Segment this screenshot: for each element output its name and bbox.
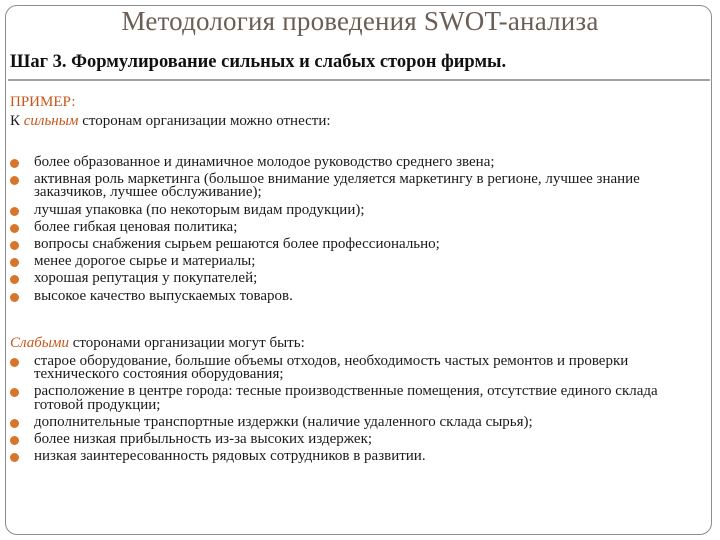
list-item-text: вопросы снабжения сырьем решаются более профессионально;: [34, 235, 440, 252]
strengths-intro-accent: сильным: [23, 113, 79, 129]
bullet-icon: [10, 258, 19, 267]
list-item-text: более низкая прибыльность из-за высоких издержек;: [34, 430, 373, 447]
list-item-text: активная роль маркетинга (большое внимание уделяется маркетингу в регионе, лучшее знание заказчиков, лучшее обслуживание);: [34, 171, 640, 201]
list-item-text: низкая заинтересованность рядовых сотрудников в развитии.: [34, 448, 426, 465]
list-item-text: расположение в центре города: тесные производственные помещения, отсутствие единого склада готовой продукции;: [34, 383, 658, 413]
strengths-intro: [10, 113, 331, 130]
strengths-list: [10, 156, 700, 307]
bullet-icon: [10, 453, 19, 462]
bullet-icon: [10, 207, 19, 216]
bullet-icon: [10, 176, 19, 185]
bullet-icon: [10, 419, 19, 428]
list-item: [10, 201, 700, 218]
list-item-text: менее дорогое сырье и материалы;: [34, 253, 256, 270]
list-item-text: высокое качество выпускаемых товаров.: [34, 287, 293, 304]
weaknesses-intro-accent: Слабыми: [10, 335, 70, 351]
list-item: [10, 385, 700, 411]
list-item-text: лучшая упаковка (по некоторым видам продукции);: [34, 201, 365, 218]
bullet-icon: [10, 293, 19, 302]
list-item: [10, 255, 700, 268]
list-item: [10, 413, 700, 430]
list-item: [10, 450, 700, 463]
list-item-text: более образованное и динамичное молодое руководство среднего звена;: [34, 154, 495, 170]
slide-title: Методология проведения SWOT-анализа: [121, 6, 599, 36]
step-heading: Шаг 3. Формулирование сильных и слабых сторон фирмы.: [10, 52, 507, 72]
bullet-icon: [10, 388, 19, 397]
bullet-icon: [10, 275, 19, 284]
divider: [8, 79, 710, 81]
strengths-intro-suffix: сторонам организации можно отнести:: [78, 113, 331, 129]
weaknesses-intro-suffix: сторонами организации могут быть:: [69, 335, 305, 351]
list-item-text: дополнительные транспортные издержки (наличие удаленного склада сырья);: [34, 413, 533, 430]
bullet-icon: [10, 358, 19, 367]
list-item-text: более гибкая ценовая политика;: [34, 218, 238, 235]
example-label: ПРИМЕР:: [10, 94, 76, 110]
list-item: [10, 156, 700, 169]
list-item: [10, 287, 700, 304]
bullet-icon: [10, 241, 19, 250]
bullet-icon: [10, 436, 19, 445]
list-item-text: хорошая репутация у покупателей;: [34, 270, 258, 287]
bullet-icon: [10, 159, 19, 168]
list-item: [10, 430, 700, 447]
list-item: [10, 272, 700, 285]
list-item-text: старое оборудование, большие объемы отходов, необходимость частых ремонтов и проверки технического состояния оборудования;: [34, 353, 629, 383]
bullet-icon: [10, 224, 19, 233]
strengths-intro-prefix: К: [10, 113, 24, 129]
list-item: [10, 218, 700, 235]
list-item: [10, 173, 700, 199]
list-item: [10, 355, 700, 381]
weaknesses-intro: [10, 335, 305, 352]
list-item: [10, 235, 700, 252]
weaknesses-list: [10, 355, 700, 467]
